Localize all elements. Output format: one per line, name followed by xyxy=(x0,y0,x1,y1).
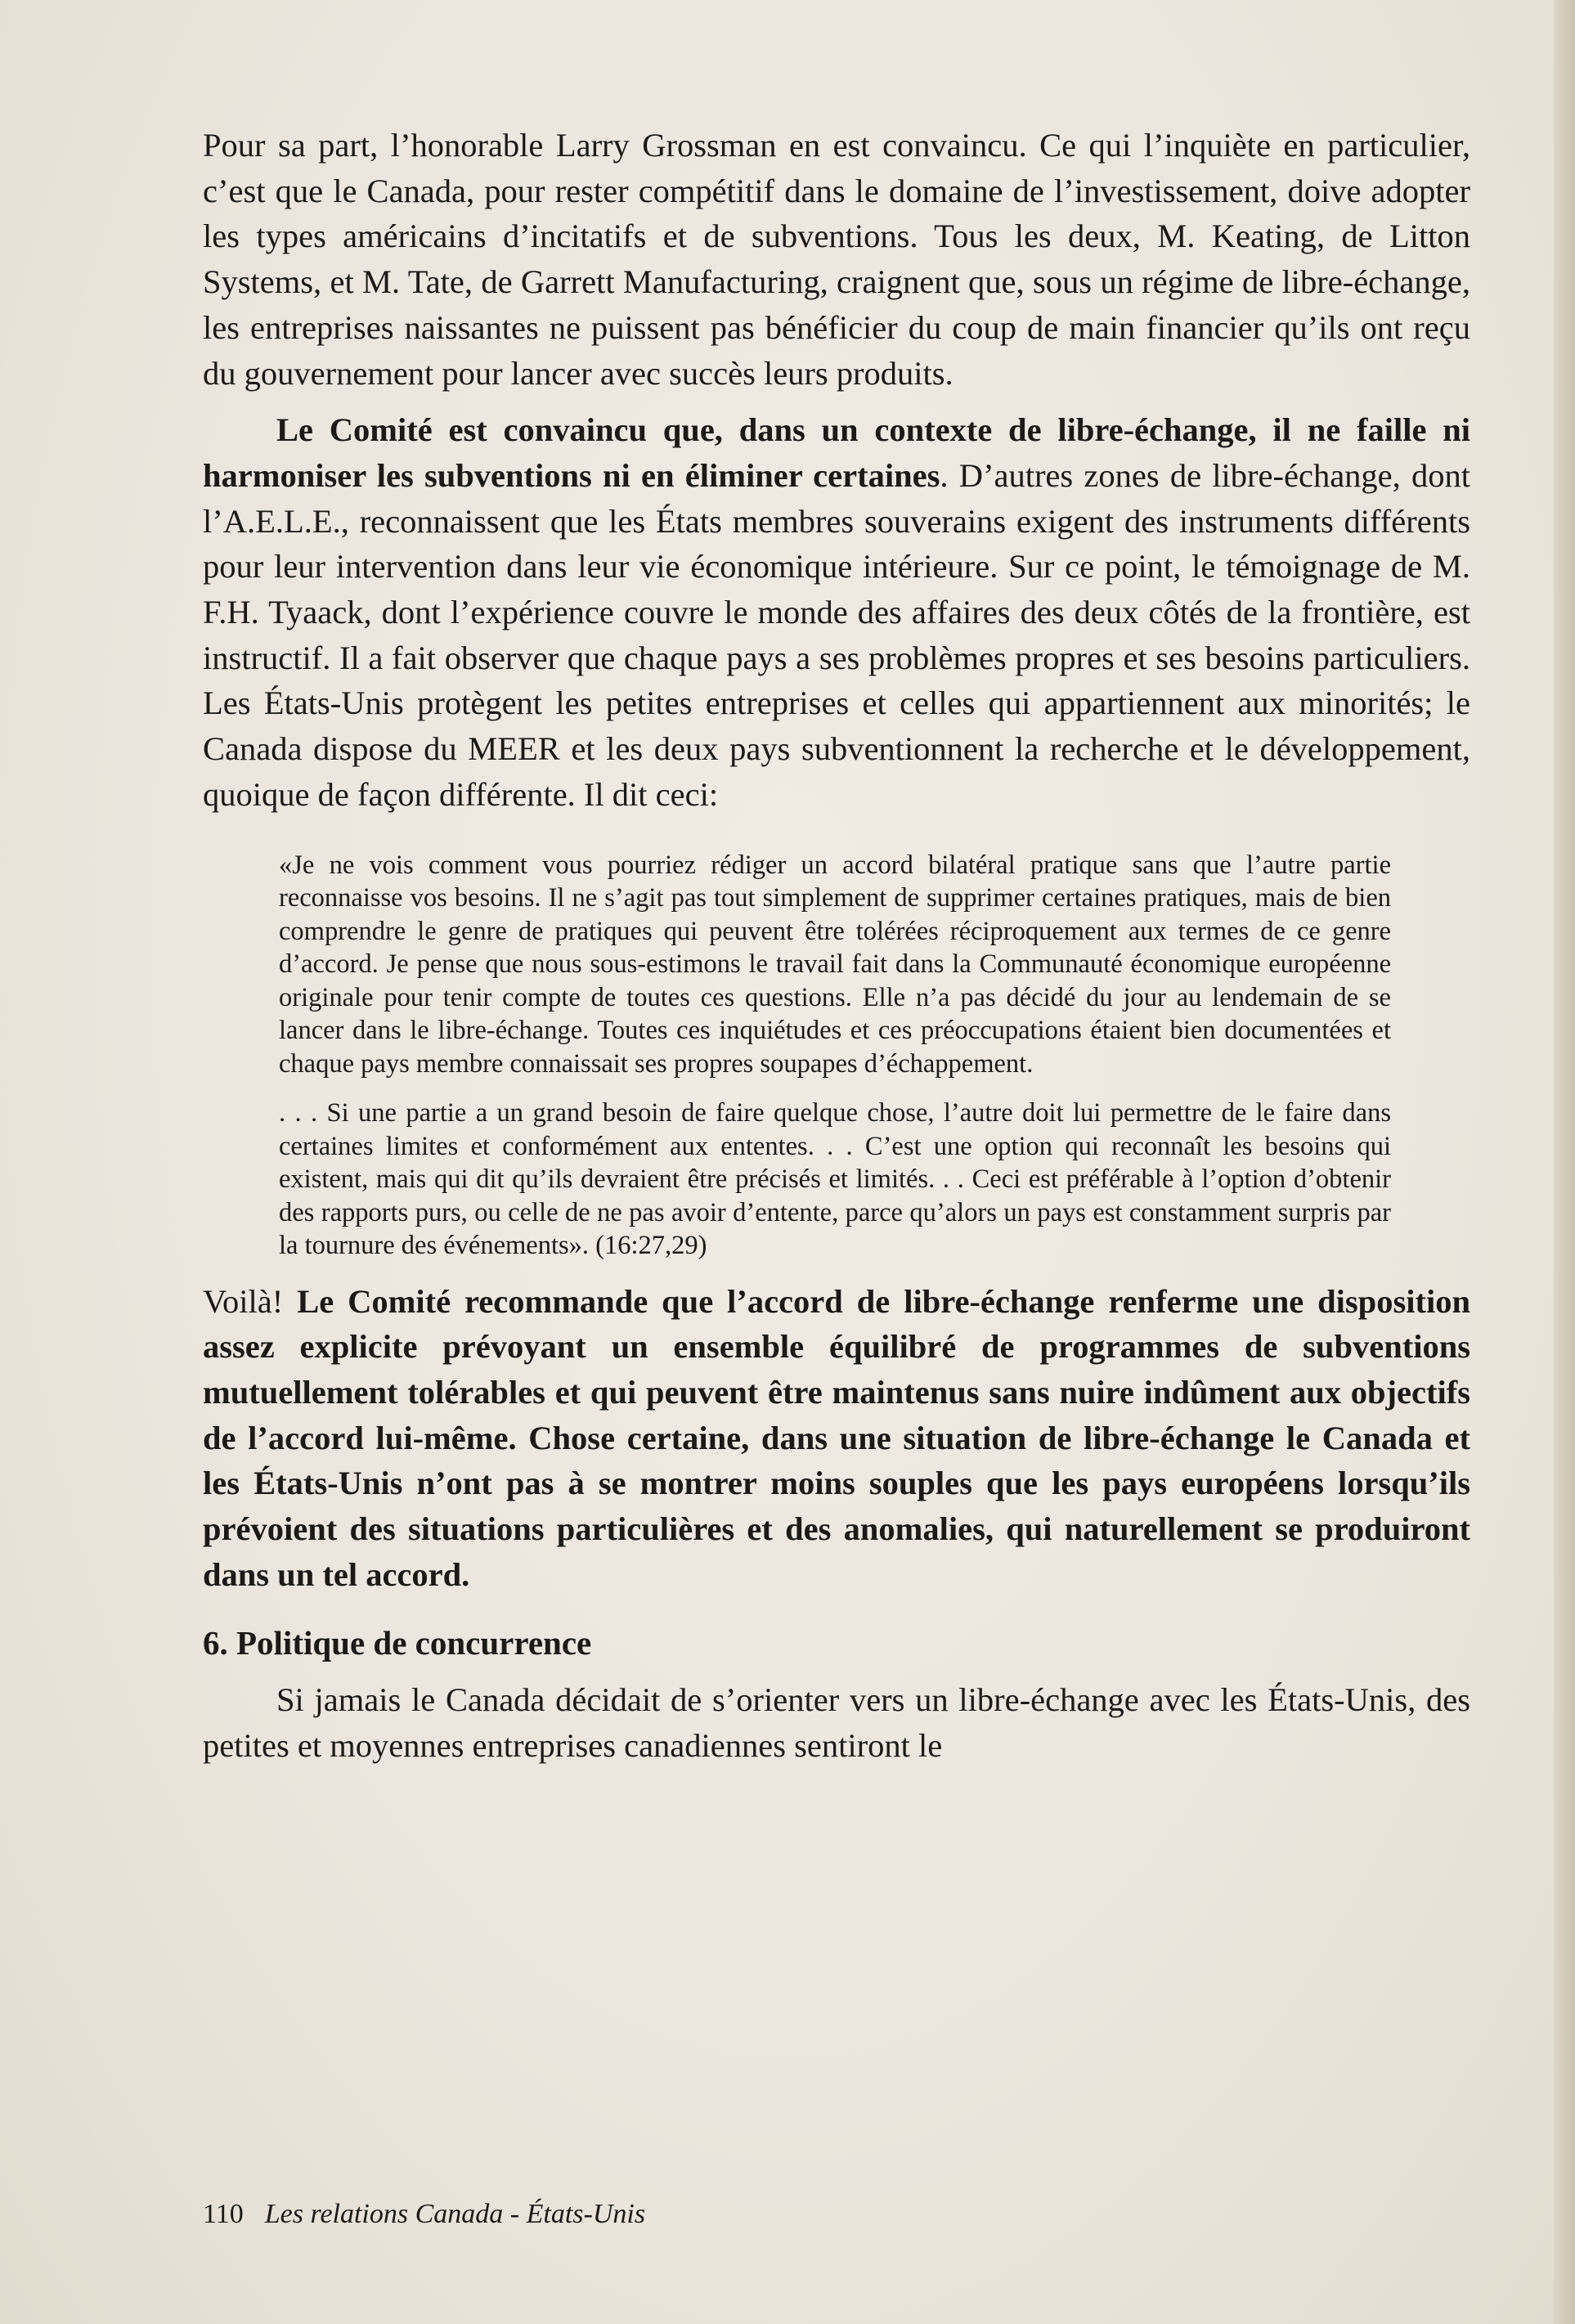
paragraph-2-rest: . D’autres zones de libre-échange, dont l’A.E.L.E., reconnaissent que les États membres souverains exigent des instruments différents pour leur intervention dans leur vie économique intérieure. Sur ce point, le témoignage de M. F.H. Tyaack, dont l’expérience couvre le monde des affaires des deux côtés de la frontière, est instructif. Il a fait observer que chaque pays a ses problèmes propres et ses besoins particuliers. Les États-Unis protègent les petites entreprises et celles qui appartiennent aux minorités; le Canada dispose du MEER et les deux pays subventionnent la recherche et le développement, quoique de façon différente. Il dit ceci: xyxy=(203,456,1471,813)
paragraph-2 xyxy=(203,407,1470,817)
page-number: 110 xyxy=(203,2199,244,2229)
section-heading: 6. Politique de concurrence xyxy=(203,1624,592,1662)
body-text xyxy=(203,123,1470,1769)
paragraph-3-bold: Le Comité recommande que l’accord de libre-échange renferme une disposition assez explicite prévoyant un ensemble équilibré de programmes de subventions mutuellement tolérables et qui peuvent être maintenus sans nuire indûment aux objectifs de l’accord lui-même. Chose certaine, dans une situation de libre-échange le Canada et les États-Unis n’ont pas à se montrer moins souples que les pays européens lorsqu’ils prévoient des situations particulières et des anomalies, qui naturellement se produiront dans un tel accord. xyxy=(203,1282,1470,1593)
quote-block-1: «Je ne vois comment vous pourriez rédiger un accord bilatéral pratique sans que l’autre partie reconnaisse vos besoins. Il ne s’agit pas tout simplement de supprimer certaines pratiques, mais de bien comprendre le genre de pratiques qui peuvent être tolérées réciproquement aux termes de ce genre d’accord. Je pense que nous sous-estimons le travail fait dans la Communauté économique européenne originale pour tenir compte de toutes ces questions. Elle n’a pas décidé du jour au lendemain de se lancer dans le libre-échange. Toutes ces inquiétudes et ces préoccupations étaient bien documentées et chaque pays membre connaissait ses propres soupapes d’échappement. xyxy=(279,850,1391,1079)
page-footer xyxy=(203,2198,645,2231)
running-title: Les relations Canada - États-Unis xyxy=(264,2199,646,2229)
paragraph-3-lead: Voilà! xyxy=(203,1282,298,1320)
quote-block-2: . . . Si une partie a un grand besoin de faire quelque chose, l’autre doit lui permettre de le faire dans certaines limites et conformément aux ententes. . . C’est une option qui reconnaît les besoins qui existent, mais qui dit qu’ils devraient être précisés et limités. . . Ceci est préférable à l’option d’obtenir des rapports purs, ou celle de ne pas avoir d’entente, parce qu’alors un pays est constamment surpris par la tournure des événements». (16:27,29) xyxy=(279,1098,1391,1261)
paragraph-1: Pour sa part, l’honorable Larry Grossman en est convaincu. Ce qui l’inquiète en particulier, c’est que le Canada, pour rester compétitif dans le domaine de l’investissement, doive adopter les types américains d’incitatifs et de subventions. Tous les deux, M. Keating, de Litton Systems, et M. Tate, de Garrett Manufacturing, craignent que, sous un régime de libre-échange, les entreprises naissantes ne puissent pas bénéficier du coup de main financier qu’ils ont reçu du gouvernement pour lancer avec succès leurs produits. xyxy=(203,127,1470,392)
paragraph-4: Si jamais le Canada décidait de s’orienter vers un libre-échange avec les États-Unis, des petites et moyennes entreprises canadiennes sentiront le xyxy=(203,1681,1470,1765)
paragraph-3 xyxy=(203,1279,1470,1598)
page-edge-shadow xyxy=(1554,0,1575,2324)
paragraph-2-bold: Le Comité est convaincu que, dans un contexte de libre-échange, il ne faille ni harmoniser les subventions ni en éliminer certaines xyxy=(203,411,1470,494)
